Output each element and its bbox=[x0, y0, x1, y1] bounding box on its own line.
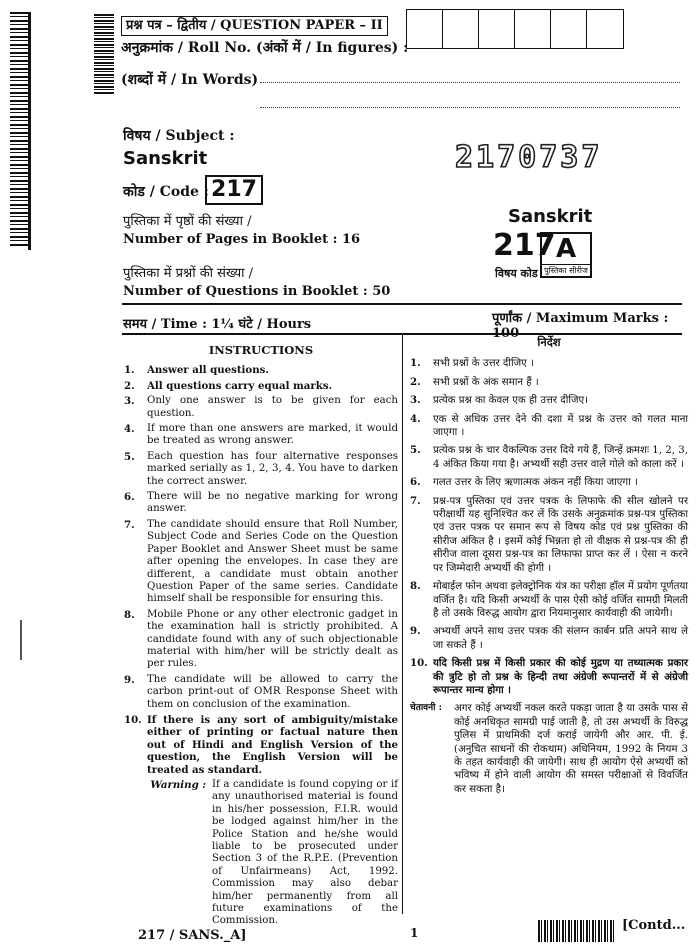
instructions-list-hindi bbox=[410, 357, 688, 697]
subject-code-box: 217 bbox=[205, 175, 263, 205]
list-item: 8. मोबाईल फोन अथवा इलेक्ट्रोनिक यंत्र का परीक्षा हॉल में प्रयोग पूर्णतया वर्जित है। यदि किसी अभ्यर्थी के पास ऐसी कोई वर्जित सामग्री मिलती है तो उसके विरुद्ध आयोग द्वारा नियमानुसार कार्यवाही की जायेगी। bbox=[410, 580, 688, 619]
footer-barcode bbox=[538, 920, 616, 942]
continued-label: [Contd... bbox=[622, 918, 686, 933]
page-number: 1 bbox=[410, 926, 419, 940]
side-barcode bbox=[10, 12, 28, 247]
list-item: 4. If more than one answers are marked, it would be treated as wrong answer. bbox=[124, 423, 398, 447]
questions-label-hindi: पुस्तिका में प्रश्नों की संख्या / bbox=[123, 266, 253, 281]
list-item: 2. सभी प्रश्नों के अंक समान हैं । bbox=[410, 375, 539, 388]
instructions-title-hindi: निर्देश bbox=[537, 335, 561, 349]
time-allowed: समय / Time : 1¼ घंटे / Hours bbox=[123, 317, 312, 332]
warning-english bbox=[124, 779, 398, 928]
list-item: 1. सभी प्रश्नों के उत्तर दीजिए । bbox=[410, 357, 534, 370]
list-item: 10. यदि किसी प्रश्न में किसी प्रकार की कोई मुद्रण या तथ्यात्मक प्रकार की त्रुटि हो तो प्रश्न के हिन्दी तथा अंग्रेजी रूपान्तरों में से अंग्रेजी रूपान्तर मान्य होगा । bbox=[410, 657, 688, 696]
instructions-english bbox=[124, 344, 398, 928]
instructions-title: INSTRUCTIONS bbox=[208, 343, 314, 357]
roll-in-words-field-2[interactable] bbox=[260, 107, 680, 108]
roll-in-words-field[interactable] bbox=[260, 82, 680, 83]
roll-digit-box[interactable] bbox=[515, 10, 551, 48]
maximum-marks: पूर्णांक / Maximum Marks : 100 bbox=[492, 311, 669, 341]
list-item: 5. Each question has four alternative responses marked serially as 1, 2, 3, 4. You have to darken the correct answer. bbox=[124, 450, 398, 487]
list-item: 8. Mobile Phone or any other electronic gadget in the examination hall is strictly prohibited. A candidate found with any of such objectionable material with him/her will be strictly dealt as per rules. bbox=[124, 608, 398, 670]
list-item: 5. प्रत्येक प्रश्न के चार वैकल्पिक उत्तर दिये गये हैं, जिन्हें क्रमशः 1, 2, 3, 4 अंकित किया गया है। अभ्यर्थी सही उत्तर वाले गोले को काला करें । bbox=[410, 444, 688, 470]
roll-digit-box[interactable] bbox=[479, 10, 515, 48]
questions-label-english: Number of Questions in Booklet : 50 bbox=[123, 284, 391, 299]
series-letter: A bbox=[555, 234, 577, 264]
list-item: 7. The candidate should ensure that Roll Number, Subject Code and Series Code on the Question Paper Booklet and Answer Sheet must be same after opening the envelopes. In case they are different, a candidate must obtain another Question Paper of the same series. Candidate himself shall be responsible for ensuring this. bbox=[124, 518, 398, 605]
roll-digit-box[interactable] bbox=[587, 10, 623, 48]
footer-booklet-code: 217 / SANS._A] bbox=[138, 928, 247, 943]
column-divider bbox=[402, 334, 403, 914]
list-item: 7. प्रश्न-पत्र पुस्तिका एवं उत्तर पत्रक के लिफाफे की सील खोलने पर परीक्षार्थी यह सुनिश्चित कर लें कि उसके अनुक्रमांक प्रश्न-पत्र पुस्तिका एवं उत्तर पत्रक पर समान रूप से विषय कोड एवं प्रश्न पुस्तिका की सीरीज अंकित है । इसमें कोई भिन्नता हो तो वीक्षक से प्रश्न-पत्र की ही सीरीज वाला दूसरा प्रश्न-पत्र का लिफाफा प्राप्त कर लें । ऐसा न करने पर जिम्मेदारी अभ्यर्थी की होगी । bbox=[410, 494, 688, 574]
warning-text: If a candidate is found copying or if any unauthorised material is found in his/her possession, F.I.R. would be lodged against him/her in the Police Station and he/she would liable to be prosecuted under Section 3 of the R.P.E. (Prevention of Unfairmeans) Act, 1992. Commission may also debar him/her permanently from all future examinations of the Commission. bbox=[212, 779, 398, 927]
list-item: 10. If there is any sort of ambiguity/mistake either of printing or factual nature then out of Hindi and English Version of the question, the English Version will be treated as standard. bbox=[124, 713, 398, 776]
pages-label-hindi: पुस्तिका में पृष्ठों की संख्या / bbox=[123, 214, 252, 229]
subject-name: Sanskrit bbox=[123, 148, 208, 169]
roll-number-boxes[interactable] bbox=[406, 9, 624, 49]
roll-digit-box[interactable] bbox=[551, 10, 587, 48]
series-caption: पुस्तिका सीरीज bbox=[542, 264, 590, 277]
roll-digit-box[interactable] bbox=[407, 10, 443, 48]
roll-number-label: अनुक्रमांक / Roll No. (अंकों में / In figures) : bbox=[121, 40, 409, 56]
pages-label-english: Number of Pages in Booklet : 16 bbox=[123, 232, 361, 247]
side-border-line bbox=[28, 12, 31, 250]
code-label: कोड / Code : bbox=[123, 184, 209, 200]
booklet-serial-number: 2170737 bbox=[455, 140, 603, 175]
series-box bbox=[540, 232, 592, 278]
question-paper-label: प्रश्न पत्र – द्वितीय / QUESTION PAPER – II bbox=[121, 16, 388, 36]
roll-in-words-label: (शब्दों में / In Words) bbox=[121, 72, 259, 88]
side-subject-name: Sanskrit bbox=[508, 206, 593, 227]
list-item: 9. अभ्यर्थी अपने साथ उत्तर पत्रक की संलग्न कार्बन प्रति अपने साथ ले जा सकते हैं । bbox=[410, 625, 688, 651]
list-item: 6. There will be no negative marking for wrong answer. bbox=[124, 491, 398, 515]
instructions-list bbox=[124, 364, 398, 776]
side-subject-code: 217 bbox=[493, 228, 556, 263]
warning-text-hindi: अगर कोई अभ्यर्थी नकल करते पकड़ा जाता है या उसके पास से कोई अनधिकृत सामग्री पाई जाती है, तो उस अभ्यर्थी के विरुद्ध पुलिस में प्राथमिकी दर्ज कराई जायेगी और आर. पी. ई. (अनुचित साधनों की रोकथाम) अधिनियम, 1992 के नियम 3 के तहत कार्यवाही की जायेगी। साथ ही आयोग ऐसे अभ्यर्थी को भविष्य में होने वाली आयोग की समस्त परीक्षाओं से विवर्जित कर सकता है। bbox=[454, 703, 688, 795]
warning-label-hindi: चेतावनी : bbox=[410, 703, 442, 714]
list-item: 1. Answer all questions. bbox=[124, 364, 269, 377]
divider-top bbox=[122, 303, 682, 305]
instructions-hindi bbox=[410, 336, 688, 796]
warning-hindi bbox=[410, 702, 688, 796]
top-barcode bbox=[94, 14, 114, 94]
list-item: 9. The candidate will be allowed to carry the carbon print-out of OMR Response Sheet with them on conclusion of the examination. bbox=[124, 673, 398, 710]
subject-code-caption: विषय कोड bbox=[495, 267, 538, 280]
list-item: 2. All questions carry equal marks. bbox=[124, 379, 333, 392]
list-item: 4. एक से अधिक उत्तर देने की दशा में प्रश्न के उत्तर को गलत माना जाएगा । bbox=[410, 412, 688, 439]
list-item: 3. प्रत्येक प्रश्न का केवल एक ही उत्तर दीजिए। bbox=[410, 394, 589, 407]
margin-mark bbox=[20, 620, 22, 660]
warning-label: Warning : bbox=[150, 779, 206, 791]
list-item: 3. Only one answer is to be given for each question. bbox=[124, 395, 398, 419]
roll-digit-box[interactable] bbox=[443, 10, 479, 48]
subject-label: विषय / Subject : bbox=[123, 128, 235, 144]
list-item: 6. गलत उत्तर के लिए ऋणात्मक अंकन नहीं किया जाएगा । bbox=[410, 476, 638, 489]
